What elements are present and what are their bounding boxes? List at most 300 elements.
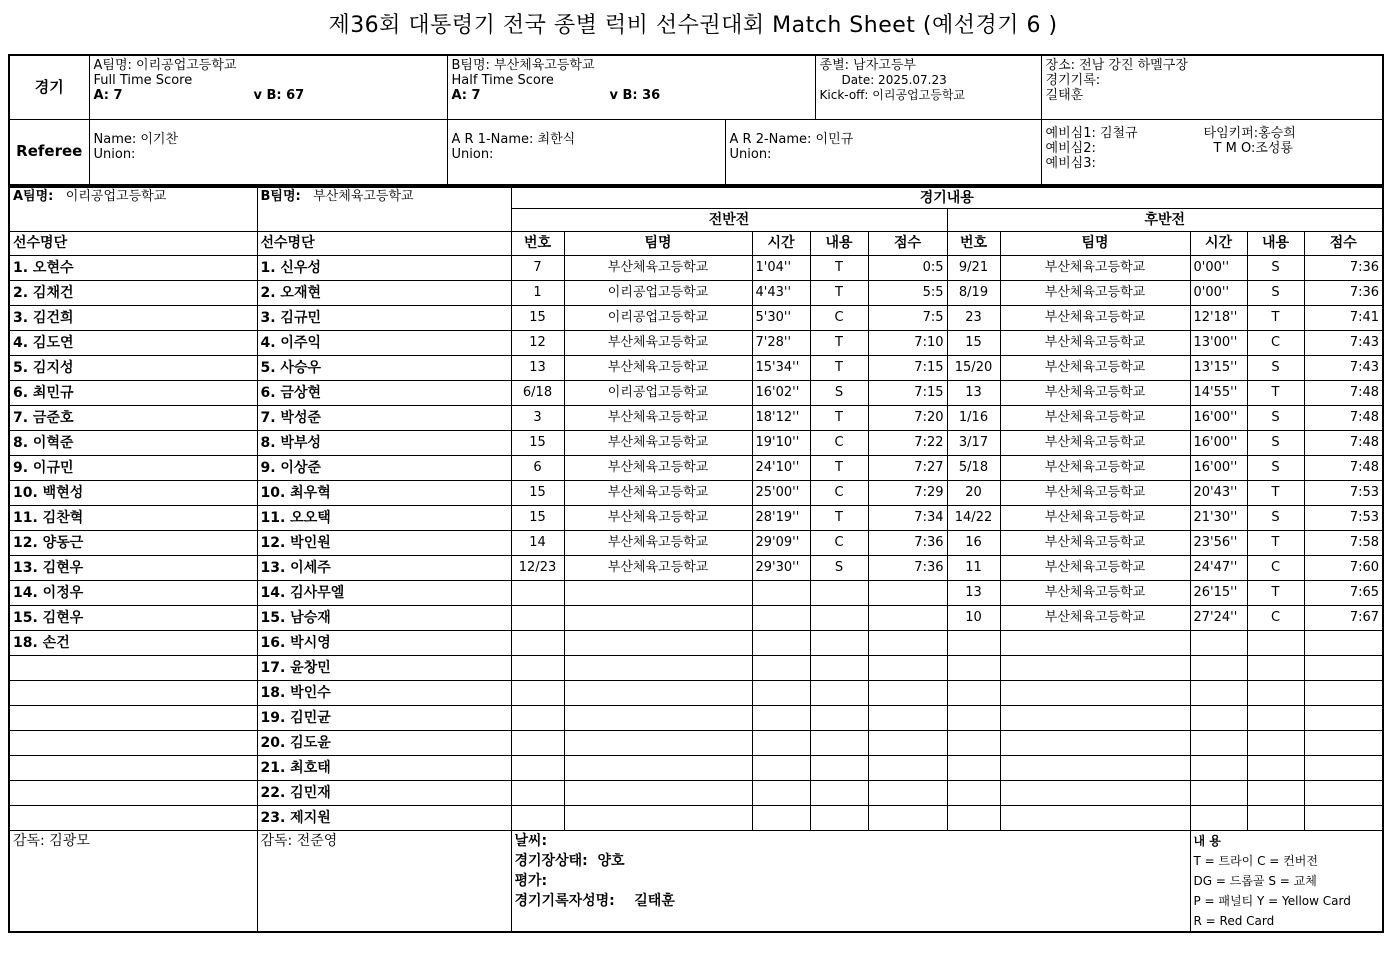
first-half-team (564, 681, 752, 706)
table-row (9, 681, 1383, 706)
writer-label: 경기기록자성명: (514, 893, 615, 909)
col-score: 점수 (1304, 232, 1383, 256)
legend-item: P = 패널티 Y = Yellow Card (1193, 894, 1351, 908)
player-b: 18. 박인수 (257, 681, 511, 706)
player-b: 17. 윤창민 (257, 656, 511, 681)
second-half-content: S (1247, 506, 1304, 531)
second-half-content (1247, 706, 1304, 731)
second-half-content (1247, 756, 1304, 781)
second-half-score: 7:60 (1304, 556, 1383, 581)
second-half-content: T (1247, 381, 1304, 406)
second-half-team: 부산체육고등학교 (1000, 331, 1190, 356)
game-label: 경기 (9, 55, 89, 119)
second-half-time: 14'55'' (1190, 381, 1247, 406)
second-half-time: 21'30'' (1190, 506, 1247, 531)
reserve-2: 예비심2: (1045, 140, 1096, 156)
first-half-team (564, 581, 752, 606)
half-time-b: v B: 36 (609, 88, 661, 103)
second-half-team (1000, 806, 1190, 831)
team-a-header: A팀명: 이리공업고등학교 (9, 187, 257, 232)
first-half-time (752, 756, 810, 781)
second-half-score: 7:48 (1304, 431, 1383, 456)
page-title: 제36회 대통령기 전국 종별 럭비 선수권대회 Match Sheet (예선경기 6 ) (328, 13, 1058, 38)
first-half-team: 부산체육고등학교 (564, 356, 752, 381)
second-half-score (1304, 731, 1383, 756)
col-team: 팀명 (1000, 232, 1190, 256)
first-half-team: 부산체육고등학교 (564, 456, 752, 481)
player-a: 9. 이규민 (9, 456, 257, 481)
second-half-team: 부산체육고등학교 (1000, 531, 1190, 556)
second-half-time: 23'56'' (1190, 531, 1247, 556)
reserve-cell (1041, 119, 1383, 185)
player-a (9, 806, 257, 831)
first-half-content: T (810, 331, 868, 356)
first-half-team (564, 706, 752, 731)
first-half-number (511, 731, 564, 756)
second-half-score (1304, 781, 1383, 806)
col-score: 점수 (868, 232, 947, 256)
table-row (9, 431, 1383, 456)
first-half-content (810, 756, 868, 781)
second-half-time: 13'00'' (1190, 331, 1247, 356)
player-a: 6. 최민규 (9, 381, 257, 406)
second-half-content: S (1247, 406, 1304, 431)
player-a: 4. 김도연 (9, 331, 257, 356)
player-b: 19. 김민균 (257, 706, 511, 731)
col-team: 팀명 (564, 232, 752, 256)
player-a (9, 681, 257, 706)
team-b-name: B팀명: 부산체육고등학교 (451, 58, 595, 73)
first-half-team (564, 731, 752, 756)
first-half-number (511, 581, 564, 606)
player-b: 16. 박시영 (257, 631, 511, 656)
ar1-name: A R 1-Name: 최한식 (451, 131, 576, 147)
first-half-time: 29'09'' (752, 531, 810, 556)
first-half-score: 7:36 (868, 556, 947, 581)
col-content: 내용 (1247, 232, 1304, 256)
first-half-score (868, 656, 947, 681)
second-half-score (1304, 631, 1383, 656)
first-half-time: 24'10'' (752, 456, 810, 481)
coach-a: 감독: 김광모 (9, 831, 257, 933)
table-row (9, 256, 1383, 281)
second-half-number: 15 (947, 331, 1000, 356)
second-half-header: 후반전 (947, 209, 1383, 232)
first-half-time: 15'34'' (752, 356, 810, 381)
venue-cell (1041, 55, 1383, 119)
second-half-number (947, 731, 1000, 756)
first-half-score: 5:5 (868, 281, 947, 306)
second-half-score: 7:43 (1304, 356, 1383, 381)
player-a: 2. 김채건 (9, 281, 257, 306)
ar1-cell (447, 119, 725, 185)
first-half-score: 7:10 (868, 331, 947, 356)
second-half-content: S (1247, 256, 1304, 281)
table-row (9, 306, 1383, 331)
player-b: 13. 이세주 (257, 556, 511, 581)
first-half-score: 7:29 (868, 481, 947, 506)
first-half-time: 29'30'' (752, 556, 810, 581)
player-a (9, 706, 257, 731)
first-half-score (868, 756, 947, 781)
second-half-score (1304, 681, 1383, 706)
table-row (9, 406, 1383, 431)
first-half-team: 이리공업고등학교 (564, 381, 752, 406)
first-half-team: 부산체육고등학교 (564, 506, 752, 531)
first-half-team (564, 656, 752, 681)
table-row (9, 781, 1383, 806)
first-half-score: 7:34 (868, 506, 947, 531)
second-half-team: 부산체육고등학교 (1000, 381, 1190, 406)
first-half-content: T (810, 456, 868, 481)
first-half-content (810, 781, 868, 806)
legend-title: 내 용 (1193, 834, 1221, 848)
first-half-score: 7:22 (868, 431, 947, 456)
second-half-number (947, 706, 1000, 731)
second-half-number: 13 (947, 581, 1000, 606)
player-b: 14. 김사무엘 (257, 581, 511, 606)
second-half-number (947, 631, 1000, 656)
first-half-content: T (810, 406, 868, 431)
second-half-score: 7:36 (1304, 256, 1383, 281)
player-b: 3. 김규민 (257, 306, 511, 331)
second-half-time: 24'47'' (1190, 556, 1247, 581)
first-half-time (752, 781, 810, 806)
first-half-number: 15 (511, 506, 564, 531)
second-half-content: T (1247, 581, 1304, 606)
first-half-content (810, 706, 868, 731)
player-b: 6. 금상현 (257, 381, 511, 406)
first-half-content (810, 806, 868, 831)
table-row (9, 806, 1383, 831)
second-half-score: 7:53 (1304, 481, 1383, 506)
second-half-content: T (1247, 306, 1304, 331)
team-b-score-cell (447, 55, 815, 119)
second-half-team (1000, 756, 1190, 781)
player-b: 10. 최우혁 (257, 481, 511, 506)
second-half-time: 16'00'' (1190, 406, 1247, 431)
first-half-team: 이리공업고등학교 (564, 306, 752, 331)
second-half-team (1000, 731, 1190, 756)
col-time: 시간 (1190, 232, 1247, 256)
second-half-content: S (1247, 456, 1304, 481)
player-b: 21. 최호태 (257, 756, 511, 781)
first-half-score: 7:15 (868, 356, 947, 381)
referee-label: Referee (9, 119, 89, 185)
recorder: 길태훈 (1045, 88, 1084, 103)
referee-cell (89, 119, 447, 185)
player-b: 22. 김민재 (257, 781, 511, 806)
ar1-union: Union: (451, 146, 494, 162)
table-row (9, 731, 1383, 756)
second-half-number: 11 (947, 556, 1000, 581)
second-half-content (1247, 681, 1304, 706)
second-half-time: 20'43'' (1190, 481, 1247, 506)
player-b: 23. 제지원 (257, 806, 511, 831)
first-half-score (868, 631, 947, 656)
first-half-time (752, 606, 810, 631)
first-half-number: 13 (511, 356, 564, 381)
first-half-number (511, 656, 564, 681)
table-row (9, 556, 1383, 581)
second-half-team: 부산체육고등학교 (1000, 356, 1190, 381)
second-half-number: 15/20 (947, 356, 1000, 381)
recorder-label: 경기기록: (1045, 73, 1101, 88)
legend-item: T = 트라이 C = 컨버전 (1193, 854, 1318, 868)
second-half-score: 7:48 (1304, 406, 1383, 431)
col-time: 시간 (752, 232, 810, 256)
coach-b: 감독: 전준영 (257, 831, 511, 933)
player-a: 5. 김지성 (9, 356, 257, 381)
col-content: 내용 (810, 232, 868, 256)
team-a-name: A팀명: 이리공업고등학교 (93, 58, 237, 73)
second-half-number (947, 781, 1000, 806)
legend-item: DG = 드롭골 S = 교체 (1193, 874, 1317, 888)
second-half-number: 14/22 (947, 506, 1000, 531)
first-half-header: 전반전 (511, 209, 947, 232)
first-half-content: C (810, 431, 868, 456)
full-time-b: v B: 67 (253, 88, 305, 103)
second-half-score (1304, 706, 1383, 731)
second-half-number: 5/18 (947, 456, 1000, 481)
first-half-content: T (810, 356, 868, 381)
second-half-team (1000, 781, 1190, 806)
first-half-score (868, 731, 947, 756)
second-half-number: 10 (947, 606, 1000, 631)
first-half-score (868, 781, 947, 806)
second-half-content: S (1247, 356, 1304, 381)
player-a (9, 656, 257, 681)
team-a-header-name: 이리공업고등학교 (65, 189, 167, 204)
table-row (9, 456, 1383, 481)
second-half-score: 7:53 (1304, 506, 1383, 531)
first-half-number: 15 (511, 481, 564, 506)
player-b: 9. 이상준 (257, 456, 511, 481)
player-a: 14. 이정우 (9, 581, 257, 606)
second-half-score: 7:58 (1304, 531, 1383, 556)
player-b: 15. 남승재 (257, 606, 511, 631)
second-half-team: 부산체육고등학교 (1000, 431, 1190, 456)
second-half-content: S (1247, 281, 1304, 306)
player-a: 1. 오현수 (9, 256, 257, 281)
player-b: 1. 신우성 (257, 256, 511, 281)
second-half-number: 9/21 (947, 256, 1000, 281)
roster-a-header: 선수명단 (9, 232, 257, 256)
first-half-time: 19'10'' (752, 431, 810, 456)
player-b: 20. 김도윤 (257, 731, 511, 756)
second-half-score (1304, 806, 1383, 831)
roster-b-header: 선수명단 (257, 232, 511, 256)
referee-name: Name: 이기찬 (93, 131, 179, 147)
second-half-number (947, 756, 1000, 781)
ar2-cell (725, 119, 1041, 185)
first-half-time (752, 731, 810, 756)
second-half-team: 부산체육고등학교 (1000, 581, 1190, 606)
second-half-time (1190, 781, 1247, 806)
first-half-time: 5'30'' (752, 306, 810, 331)
first-half-time: 25'00'' (752, 481, 810, 506)
first-half-team (564, 781, 752, 806)
first-half-content: C (810, 531, 868, 556)
first-half-content (810, 606, 868, 631)
writer-name: 길태훈 (634, 893, 675, 909)
first-half-time: 7'28'' (752, 331, 810, 356)
first-half-number: 6/18 (511, 381, 564, 406)
second-half-score: 7:36 (1304, 281, 1383, 306)
second-half-team: 부산체육고등학교 (1000, 256, 1190, 281)
first-half-number: 12/23 (511, 556, 564, 581)
second-half-time (1190, 656, 1247, 681)
table-row (9, 381, 1383, 406)
category: 종별: 남자고등부 (819, 58, 916, 73)
table-row (9, 356, 1383, 381)
second-half-score: 7:48 (1304, 381, 1383, 406)
col-number: 번호 (511, 232, 564, 256)
first-half-time: 28'19'' (752, 506, 810, 531)
second-half-score: 7:67 (1304, 606, 1383, 631)
ar2-union: Union: (729, 146, 772, 162)
second-half-time: 26'15'' (1190, 581, 1247, 606)
second-half-content: T (1247, 481, 1304, 506)
second-half-team: 부산체육고등학교 (1000, 481, 1190, 506)
player-b: 8. 박부성 (257, 431, 511, 456)
second-half-content: T (1247, 531, 1304, 556)
first-half-team: 부산체육고등학교 (564, 331, 752, 356)
first-half-time (752, 806, 810, 831)
first-half-number (511, 806, 564, 831)
second-half-number: 8/19 (947, 281, 1000, 306)
first-half-content (810, 731, 868, 756)
second-half-time (1190, 756, 1247, 781)
second-half-time (1190, 681, 1247, 706)
second-half-content: C (1247, 606, 1304, 631)
second-half-content: C (1247, 556, 1304, 581)
first-half-team: 부산체육고등학교 (564, 431, 752, 456)
player-a: 11. 김찬혁 (9, 506, 257, 531)
match-record-table (8, 186, 1384, 933)
first-half-time (752, 581, 810, 606)
match-notes (511, 831, 1190, 933)
full-time-label: Full Time Score (93, 73, 193, 88)
field-condition-label: 경기장상태: (514, 853, 588, 869)
first-half-time: 1'04'' (752, 256, 810, 281)
first-half-number: 15 (511, 431, 564, 456)
first-half-team: 부산체육고등학교 (564, 531, 752, 556)
second-half-content (1247, 631, 1304, 656)
second-half-content (1247, 781, 1304, 806)
second-half-team (1000, 681, 1190, 706)
first-half-team (564, 806, 752, 831)
first-half-time (752, 681, 810, 706)
first-half-content: T (810, 281, 868, 306)
legend-item: R = Red Card (1193, 914, 1275, 928)
half-time-label: Half Time Score (451, 73, 554, 88)
second-half-content: S (1247, 431, 1304, 456)
first-half-team (564, 606, 752, 631)
first-half-team: 부산체육고등학교 (564, 481, 752, 506)
team-b-header-name: 부산체육고등학교 (313, 189, 414, 204)
second-half-team: 부산체육고등학교 (1000, 306, 1190, 331)
first-half-number (511, 631, 564, 656)
second-half-time: 13'15'' (1190, 356, 1247, 381)
table-row (9, 506, 1383, 531)
player-a: 13. 김현우 (9, 556, 257, 581)
field-condition: 양호 (597, 853, 625, 869)
first-half-score (868, 681, 947, 706)
first-half-score: 7:20 (868, 406, 947, 431)
first-half-team (564, 631, 752, 656)
first-half-team: 부산체육고등학교 (564, 256, 752, 281)
table-row (9, 581, 1383, 606)
first-half-number: 3 (511, 406, 564, 431)
player-a: 3. 김건희 (9, 306, 257, 331)
first-half-time: 18'12'' (752, 406, 810, 431)
first-half-team: 부산체육고등학교 (564, 406, 752, 431)
second-half-number: 23 (947, 306, 1000, 331)
second-half-score: 7:43 (1304, 331, 1383, 356)
first-half-score (868, 806, 947, 831)
player-a (9, 731, 257, 756)
second-half-score: 7:65 (1304, 581, 1383, 606)
referee-union: Union: (93, 146, 136, 162)
second-half-team (1000, 656, 1190, 681)
tmo: T M O:조성룡 (1213, 140, 1293, 156)
category-cell (815, 55, 1041, 119)
second-half-score (1304, 656, 1383, 681)
first-half-score (868, 706, 947, 731)
first-half-number: 7 (511, 256, 564, 281)
second-half-time: 16'00'' (1190, 456, 1247, 481)
second-half-team: 부산체육고등학교 (1000, 406, 1190, 431)
second-half-time (1190, 731, 1247, 756)
first-half-score: 7:5 (868, 306, 947, 331)
kickoff: Kick-off: 이리공업고등학교 (819, 88, 966, 102)
first-half-content (810, 656, 868, 681)
player-a: 15. 김현우 (9, 606, 257, 631)
match-info-table (8, 54, 1384, 186)
table-row (9, 631, 1383, 656)
second-half-number (947, 681, 1000, 706)
player-a (9, 781, 257, 806)
first-half-number (511, 756, 564, 781)
first-half-number: 12 (511, 331, 564, 356)
table-row (9, 756, 1383, 781)
second-half-number: 13 (947, 381, 1000, 406)
col-number: 번호 (947, 232, 1000, 256)
table-row (9, 656, 1383, 681)
first-half-team (564, 756, 752, 781)
first-half-score (868, 606, 947, 631)
first-half-score: 7:27 (868, 456, 947, 481)
second-half-number: 1/16 (947, 406, 1000, 431)
timekeeper: 타임키퍼:홍승희 (1203, 125, 1296, 141)
second-half-number (947, 806, 1000, 831)
first-half-number (511, 706, 564, 731)
first-half-score: 7:36 (868, 531, 947, 556)
legend (1190, 831, 1383, 933)
second-half-score: 7:41 (1304, 306, 1383, 331)
first-half-number: 1 (511, 281, 564, 306)
first-half-time (752, 631, 810, 656)
table-row (9, 481, 1383, 506)
player-b: 7. 박성준 (257, 406, 511, 431)
first-half-content: T (810, 256, 868, 281)
first-half-content (810, 681, 868, 706)
first-half-content: C (810, 306, 868, 331)
team-b-header: B팀명: 부산체육고등학교 (257, 187, 511, 232)
player-b: 12. 박인원 (257, 531, 511, 556)
second-half-content (1247, 731, 1304, 756)
